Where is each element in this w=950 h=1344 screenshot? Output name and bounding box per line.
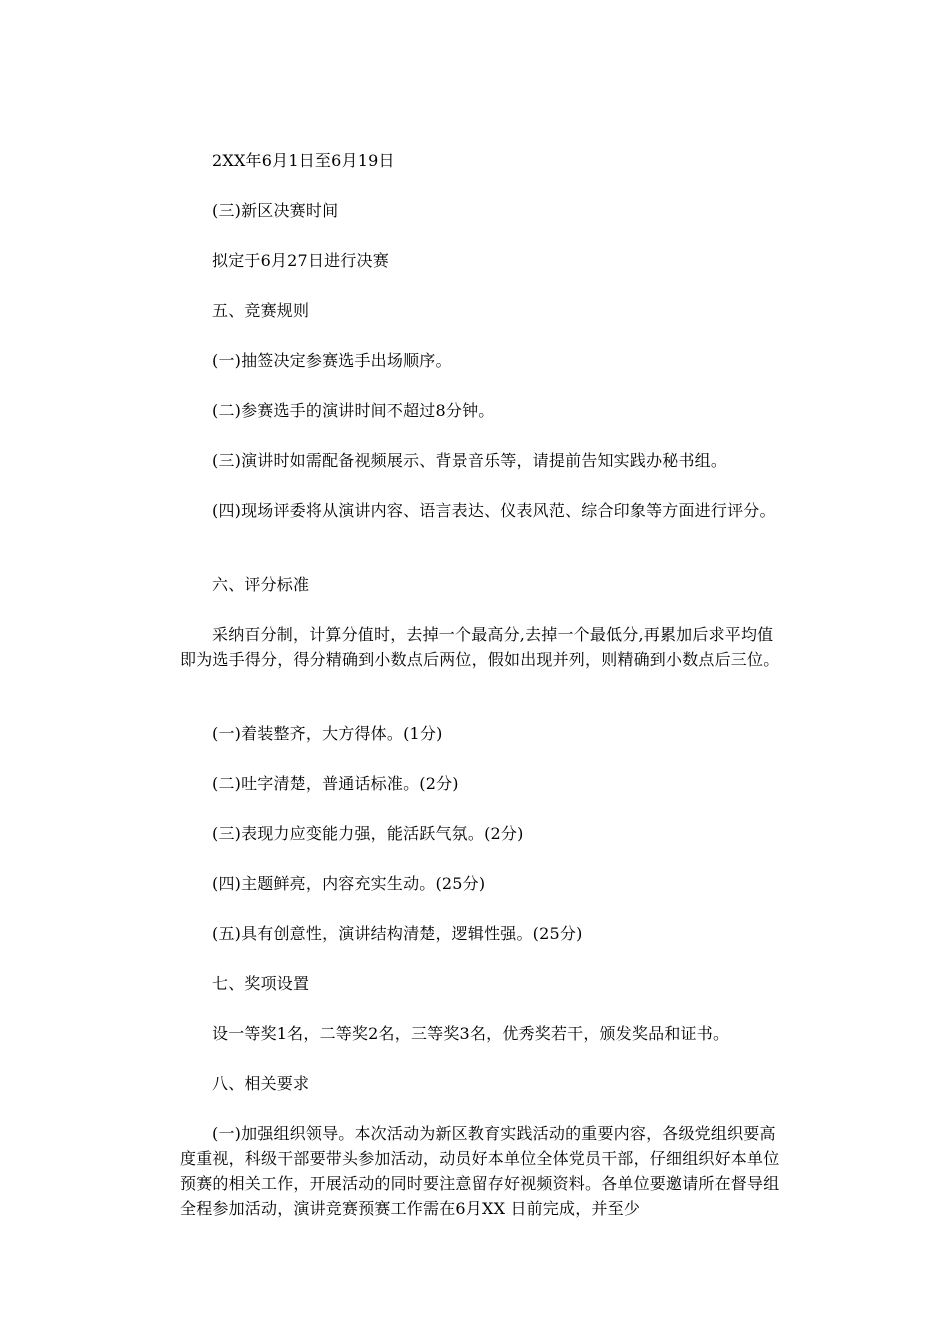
paragraph-date-range: 2XX年6月1日至6月19日	[212, 151, 395, 170]
section-heading-scoring: 六、评分标准	[212, 575, 310, 594]
paragraph-rule-1: (一)抽签决定参赛选手出场顺序。	[212, 351, 452, 370]
section-heading-awards: 七、奖项设置	[212, 974, 310, 993]
paragraph-rule-4: (四)现场评委将从演讲内容、语言表达、仪表风范、综合印象等方面进行评分。	[212, 501, 776, 520]
section-heading-rules: 五、竞赛规则	[212, 301, 310, 320]
paragraph-scoring-method: 采纳百分制，计算分值时，去掉一个最高分,去掉一个最低分,再累加后求平均值即为选手得分，得分精确到小数点后两位，假如出现并列，则精确到小数点后三位。	[180, 625, 780, 669]
paragraph-score-item-1: (一)着装整齐，大方得体。(1分)	[212, 724, 443, 743]
paragraph-score-item-3: (三)表现力应变能力强，能活跃气氛。(2分)	[212, 824, 524, 843]
paragraph-rule-2: (二)参赛选手的演讲时间不超过8分钟。	[212, 401, 495, 420]
paragraph-final-date: 拟定于6月27日进行决赛	[212, 251, 389, 270]
paragraph-final-time-heading: (三)新区决赛时间	[212, 201, 339, 220]
paragraph-score-item-2: (二)吐字清楚，普通话标准。(2分)	[212, 774, 459, 793]
paragraph-rule-3: (三)演讲时如需配备视频展示、背景音乐等，请提前告知实践办秘书组。	[212, 451, 728, 470]
section-heading-requirements: 八、相关要求	[212, 1074, 310, 1093]
paragraph-score-item-4: (四)主题鲜亮，内容充实生动。(25分)	[212, 874, 486, 893]
paragraph-requirement-1: (一)加强组织领导。本次活动为新区教育实践活动的重要内容，各级党组织要高度重视，科级干部要带头参加活动，动员好本单位全体党员干部，仔细组织好本单位预赛的相关工作，开展活动的同时要注意留存好视频资料。各单位要邀请所在督导组全程参加活动，演讲竞赛预赛工作需在6月XX 日前完成，并至少	[180, 1124, 780, 1218]
paragraph-awards: 设一等奖1名，二等奖2名，三等奖3名，优秀奖若干，颁发奖品和证书。	[212, 1024, 730, 1043]
paragraph-score-item-5: (五)具有创意性，演讲结构清楚，逻辑性强。(25分)	[212, 924, 583, 943]
